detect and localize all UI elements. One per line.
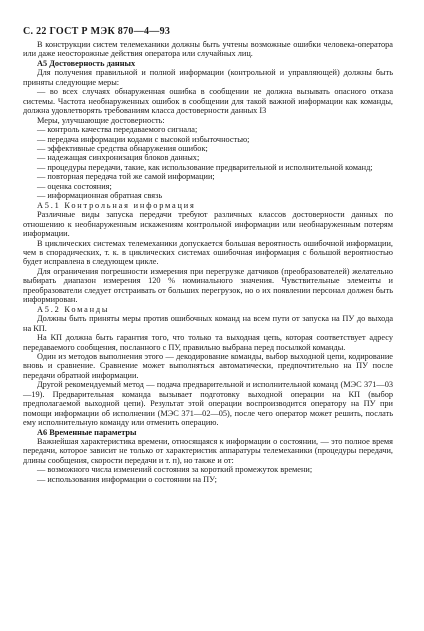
subsection-heading: А5.1 Контрольная информация bbox=[37, 200, 196, 210]
list-item: — возможного числа изменений состояния за короткий промежуток времени; bbox=[37, 465, 313, 475]
page-body bbox=[23, 40, 393, 484]
list-item: — эффективные средства обнаружения ошибок; bbox=[37, 143, 208, 153]
list-item: — использования информации о состоянии на ПУ; bbox=[37, 474, 217, 484]
paragraph: В циклических системах телемеханики допускается большая вероятность ошибочной информации, чем в спорадических, т. к. в циклических системах ошибочная информация с большой вероятностью будет исправлена в следующем цикле. bbox=[23, 238, 393, 267]
list-item: — процедуры передачи, такие, как использование предварительной и исполнительной команд; bbox=[37, 162, 373, 172]
paragraph: Важнейшая характеристика времени, относящаяся к информации о состоянии, — это полное время передачи, которое зависит не только от характеристик аппаратуры телемеханики (процедуры передачи, длины сообщения, скорости передачи и т. п), но также и от: bbox=[23, 437, 393, 465]
paragraph: В конструкции систем телемеханики должны быть учтены возможные ошибки человека-оператора или даже неосторожные действия оператора или случайных лиц. bbox=[23, 40, 393, 59]
paragraph: Для ограничения погрешности измерения при перегрузке датчиков (преобразователей) желательно выбирать диапазон измерения 120 % номинального значения. Чувствительные элементы и преобразователи следует отстраивать от больших перегрузок, но о их появлении персонал должен быть информирован. bbox=[23, 266, 393, 305]
paragraph: — во всех случаях обнаруженная ошибка в сообщении не должна вызывать опасного отказа системы. Частота необнаруженных ошибок в сообщении для такой важной информации как команды, должна удовлетворять требованиям класса достоверности данных I3 bbox=[23, 87, 393, 116]
paragraph: Другой рекомендуемый метод — подача предварительной и исполнительной команд (МЭС 371—03—19). Предварительная команда вызывает подготовку выходной операции на КП (выбор предполагаемой выходной цепи). Результат этой операции воспроизводится оператору на ПУ при помощи информации об исполнении (МЭС 371—02—05), после чего оператор может решить, послать ему исполнительную команду или отменить операцию. bbox=[23, 380, 393, 428]
list-heading: Меры, улучшающие достоверность: bbox=[37, 115, 165, 125]
subsection-heading: А5.2 Команды bbox=[37, 304, 110, 314]
list-item: — оценка состояния; bbox=[37, 181, 112, 191]
list-item: — передача информации кодами с высокой избыточностью; bbox=[37, 134, 250, 144]
list-item: — повторная передача той же самой информации; bbox=[37, 172, 215, 182]
paragraph: На КП должна быть гарантия того, что только та выходная цепь, которая соответствует адресу передаваемого сообщения, посланного с ПУ, правильно выбрана перед посылкой команды. bbox=[23, 333, 393, 352]
section-heading: А6 Временные параметры bbox=[37, 427, 137, 437]
paragraph: Должны быть приняты меры против ошибочных команд на всем пути от запуска на ПУ до выхода на КП. bbox=[23, 314, 393, 333]
paragraph: Для получения правильной и полной информации (контрольной и управляющей) должны быть приняты следующие меры: bbox=[23, 68, 393, 87]
section-heading: А5 Достоверность данных bbox=[37, 58, 136, 68]
list-item: — информационная обратная связь bbox=[37, 191, 163, 201]
paragraph: Различные виды запуска передачи требуют различных классов достоверности данных по отношению к необнаруженным искажениям контрольной информации или необнаруженным потерям информации. bbox=[23, 210, 393, 239]
paragraph: Один из методов выполнения этого — декодирование команды, выбор выходной цепи, кодирование вновь и сравнение. Сравнение может выполняться автоматически, предпочтительно на ПУ после передачи обратной информации. bbox=[23, 351, 393, 380]
page-header: С. 22 ГОСТ Р МЭК 870—4—93 bbox=[23, 26, 171, 37]
list-item: — надежащая синхронизация блоков данных; bbox=[37, 153, 200, 163]
list-item: — контроль качества передаваемого сигнала; bbox=[37, 125, 198, 135]
